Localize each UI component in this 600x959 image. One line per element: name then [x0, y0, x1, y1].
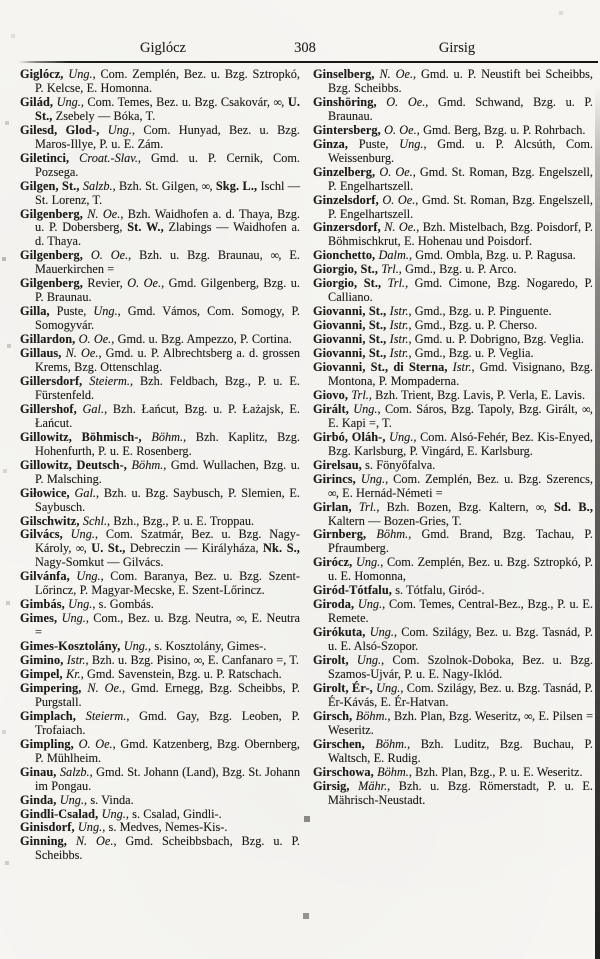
page-body: [20, 68, 594, 863]
gazetteer-entry: Gilgenberg, O. Oe., Bzh. u. Bzg. Braunau, ∞, E. Mauerkirchen =: [20, 248, 300, 277]
gazetteer-entry: Gimplach, Steierm., Gmd. Gay, Bzg. Leoben, P. Trofaiach.: [20, 708, 300, 737]
gazetteer-entry: Gilgenberg, Revier, O. Oe., Gmd. Gilgenberg, Bzg. u. P. Braunau.: [20, 276, 300, 305]
gazetteer-entry: Ginselberg, N. Oe., Gmd. u. P. Neustift bei Scheibbs, Bzg. Scheibbs.: [313, 67, 593, 95]
gazetteer-entry: Giovanni, St., Istr., Gmd., Bzg. u. P. Pinguente.: [313, 304, 552, 319]
posthorn-icon: ∞: [582, 402, 590, 416]
gazetteer-entry: Ginshöring, O. Oe., Gmd. Schwand, Bzg. u. P. Braunau.: [313, 94, 593, 123]
gazetteer-entry: Girnberg, Böhm., Gmd. Brand, Bzg. Tachau, P. Pfraumberg.: [313, 527, 593, 556]
header-page-number: 308: [294, 40, 316, 56]
gazetteer-entry: Gilla, Puste, Ung., Gmd. Vámos, Com. Somogy, P. Somogyvár.: [20, 304, 300, 333]
posthorn-icon: ∞: [75, 542, 84, 556]
gazetteer-entry: Gimpering, N. Oe., Gmd. Ernegg, Bzg. Scheibbs, P. Purgstall.: [20, 680, 301, 709]
gazetteer-entry: Ginning, N. Oe., Gmd. Scheibbsbach, Bzg. u. P. Scheibbs.: [20, 834, 300, 863]
gazetteer-entry: Girócz, Ung., Com. Zemplén, Bez. u. Bzg. Sztropkó, P. u. E. Homonna,: [313, 555, 593, 584]
gazetteer-entry: Gilschwitz, Schl., Bzh., Bzg., P. u. E. Troppau.: [20, 513, 255, 528]
header-guide-word-right: Girsig: [438, 40, 476, 56]
gazetteer-entry: Gillowitz, Deutsch-, Böhm., Gmd. Wullachen, Bzg. u. P. Malsching.: [20, 457, 300, 486]
gazetteer-entry: Ginzersdorf, N. Oe., Bzh. Mistelbach, Bzg. Poisdorf, P. Böhmischkrut, E. Hohenau und Poisdorf.: [313, 220, 594, 249]
gazetteer-entry: Gillershof, Gal., Bzh. Łańcut, Bzg. u. P. Łażajsk, E. Łańcut.: [20, 401, 300, 430]
gazetteer-entry: Giovanni, St., Istr., Gmd. u. P. Dobrigno, Bzg. Veglia.: [313, 332, 584, 347]
page-header: [0, 40, 600, 60]
gazetteer-entry: Gilgen, St., Salzb., Bzh. St. Gilgen, ∞, Skg. L., Ischl — St. Lorenz, T.: [20, 178, 300, 207]
gazetteer-entry: Ginda, Ung., s. Vinda.: [20, 792, 134, 807]
gazetteer-entry: Giovanni, St., Istr., Gmd., Bzg. u. P. Cherso.: [313, 318, 538, 333]
gazetteer-entry: Girókuta, Ung., Com. Szilágy, Bez. u. Bzg. Tasnád, P. u. E. Alsó-Szopor.: [313, 625, 593, 654]
gazetteer-entry: Giletinci, Croat.-Slav., Gmd. u. P. Cernik, Com. Pozsega.: [20, 150, 300, 179]
gazetteer-entry: Giovo, Trl., Bzh. Trient, Bzg. Lavis, P. Verla, E. Lavis.: [313, 387, 586, 402]
gazetteer-entry: Ginzelberg, O. Oe., Gmd. St. Roman, Bzg. Engelszell, P. Engelhartszell.: [313, 164, 593, 193]
gazetteer-entry: Giorgio, St., Trl., Gmd. Cimone, Bzg. Nogaredo, P. Calliano.: [313, 276, 593, 305]
gazetteer-entry: Giród-Tótfalu, s. Tótfalu, Giród-.: [313, 583, 485, 598]
gazetteer-entry: Gilesd, Glod-, Ung., Com. Hunyad, Bez. u. Bzg. Maros-Illye, P. u. E. Zám.: [20, 122, 300, 151]
gazetteer-entry: Girsch, Böhm., Bzh. Plan, Bzg. Weseritz, ∞, E. Pilsen = Weseritz.: [313, 708, 594, 737]
gazetteer-entry: Girolt, Ung., Com. Szolnok-Doboka, Bez. u. Bzg. Szamos-Ujvár, P. u. E. Nagy-Iklód.: [313, 653, 593, 681]
left-column: [20, 68, 300, 863]
gazetteer-entry: Gindli-Csalad, Ung., s. Csalad, Gindli-.: [20, 806, 222, 821]
header-guide-word-left: Giglócz: [140, 40, 186, 56]
gazetteer-entry: Giovanni, St., Istr., Gmd., Bzg. u. P. Veglia.: [313, 346, 534, 361]
gazetteer-entry: Gimpel, Kr., Gmd. Savenstein, Bzg. u. P. Ratschach.: [20, 666, 282, 681]
gazetteer-entry: Gimes, Ung., Com., Bez. u. Bzg. Neutra, ∞, E. Neutra =: [20, 611, 300, 640]
gazetteer-entry: Giglócz, Ung., Com. Zemplén, Bez. u. Bzg. Sztropkó, P. Kelcse, E. Homonna.: [20, 67, 301, 95]
scan-edge-shadow: [595, 0, 600, 959]
right-column: [313, 68, 593, 863]
gazetteer-entry: Giorgio, St., Trl., Gmd., Bzg. u. P. Arco.: [313, 262, 517, 277]
gazetteer-entry: Gillowitz, Böhmisch-, Böhm., Bzh. Kaplitz, Bzg. Hohenfurth, P. u. E. Rosenberg.: [20, 429, 300, 458]
gazetteer-entry: Gilád, Ung., Com. Temes, Bez. u. Bzg. Csakovár, ∞, U. St., Zsebely — Bóka, T.: [20, 94, 300, 123]
gazetteer-entry: Girelsau, s. Fönyőfalva.: [313, 457, 436, 472]
gazetteer-entry: Girsig, Mähr., Bzh. u. Bzg. Römerstadt, P. u. E. Mährisch-Neustadt.: [313, 778, 593, 807]
gazetteer-entry: Giroda, Ung., Com. Temes, Central-Bez., Bzg., P. u. E. Remete.: [313, 597, 594, 626]
posthorn-icon: ∞: [273, 95, 282, 109]
gazetteer-entry: Gimbás, Ung., s. Gombás.: [20, 597, 154, 612]
posthorn-icon: ∞: [201, 179, 210, 193]
gazetteer-entry: Gimes-Kosztolány, Ung., s. Kosztolány, Gimes-.: [20, 639, 267, 654]
gazetteer-entry: Gilvánfa, Ung., Com. Baranya, Bez. u. Bzg. Szent-Lőrincz, P. Magyar-Mecske, E. Szent-Lőrincz.: [20, 569, 300, 598]
gazetteer-entry: Gimino, Istr., Bzh. u. Bzg. Pisino, ∞, E. Canfanaro =, T.: [20, 653, 300, 668]
gazetteer-entry: Gimpling, O. Oe., Gmd. Katzenberg, Bzg. Obernberg, P. Mühlheim.: [20, 736, 300, 765]
gazetteer-entry: Girschen, Böhm., Bzh. Luditz, Bzg. Buchau, P. Waltsch, E. Rudig.: [313, 736, 593, 765]
posthorn-icon: ∞: [524, 709, 532, 723]
gazetteer-entry: Girincs, Ung., Com. Zemplén, Bez. u. Bzg. Szerencs, ∞, E. Hernád-Németi =: [313, 471, 593, 500]
scan-speckles: [0, 0, 2, 2]
gazetteer-entry: Gillardon, O. Oe., Gmd. u. Bzg. Ampezzo, P. Cortina.: [20, 332, 292, 347]
gazetteer-entry: Ginza, Puste, Ung., Gmd. u. P. Alcsúth, Com. Weissenburg.: [313, 136, 593, 165]
gazetteer-entry: Giłowice, Gal., Bzh. u. Bzg. Saybusch, P. Slemien, E. Saybusch.: [20, 485, 300, 514]
gazetteer-entry: Ginisdorf, Ung., s. Medves, Nemes-Kis-.: [20, 820, 228, 835]
posthorn-icon: ∞: [328, 486, 336, 500]
gazetteer-entry: Ginau, Salzb., Gmd. St. Johann (Land), Bzg. St. Johann im Pongau.: [20, 764, 300, 793]
gazetteer-entry: Gilvács, Ung., Com. Szatmár, Bez. u. Bzg. Nagy-Károly, ∞, U. St., Debreczin — Királyháza, Nk. S., Nagy-Somkut — Gilvács.: [20, 527, 301, 570]
gazetteer-entry: Gintersberg, O. Oe., Gmd. Berg, Bzg. u. P. Rohrbach.: [313, 122, 586, 137]
gazetteer-entry: Gillersdorf, Steierm., Bzh. Feldbach, Bzg., P. u. E. Fürstenfeld.: [20, 373, 300, 402]
posthorn-icon: ∞: [535, 500, 544, 514]
gazetteer-entry: Gillaus, N. Oe., Gmd. u. P. Albrechtsberg a. d. grossen Krems, Bzg. Ottenschlag.: [20, 346, 300, 375]
gazetteer-entry: Girschowa, Böhm., Bzh. Plan, Bzg., P. u. E. Weseritz.: [313, 764, 583, 779]
gazetteer-entry: Gilgenberg, N. Oe., Bzh. Waidhofen a. d. Thaya, Bzg. u. P. Dobersberg, St. W., Zlabings — Waidhofen a. d. Thaya.: [20, 206, 300, 249]
posthorn-icon: ∞: [193, 654, 202, 668]
posthorn-icon: ∞: [270, 249, 279, 263]
gazetteer-entry: Girbó, Oláh-, Ung., Com. Alsó-Fehér, Bez. Kis-Enyed, Bzg. Karlsburg, P. Vingárd, E. Karlsburg.: [313, 429, 593, 458]
gazetteer-entry: Gionchetto, Dalm., Gmd. Ombla, Bzg. u. P. Ragusa.: [313, 248, 576, 263]
gazetteer-entry: Girolt, Ér-, Ung., Com. Szilágy, Bez. u. Bzg. Tasnád, P. Ér-Kávás, E. Ér-Hatvan.: [313, 680, 593, 709]
gazetteer-entry: Girált, Ung., Com. Sáros, Bzg. Tapoly, Bzg. Girált, ∞, E. Kapi =, T.: [313, 401, 593, 430]
header-rule: [18, 61, 598, 63]
gazetteer-entry: Giovanni, St., di Sterna, Istr., Gmd. Visignano, Bzg. Montona, P. Mompaderna.: [313, 360, 593, 388]
gazetteer-entry: Ginzelsdorf, O. Oe., Gmd. St. Roman, Bzg. Engelszell, P. Engelhartszell.: [313, 192, 593, 221]
posthorn-icon: ∞: [236, 612, 245, 626]
gazetteer-entry: Girlan, Trl., Bzh. Bozen, Bzg. Kaltern, ∞, Sd. B., Kaltern — Bozen-Gries, T.: [313, 499, 593, 528]
